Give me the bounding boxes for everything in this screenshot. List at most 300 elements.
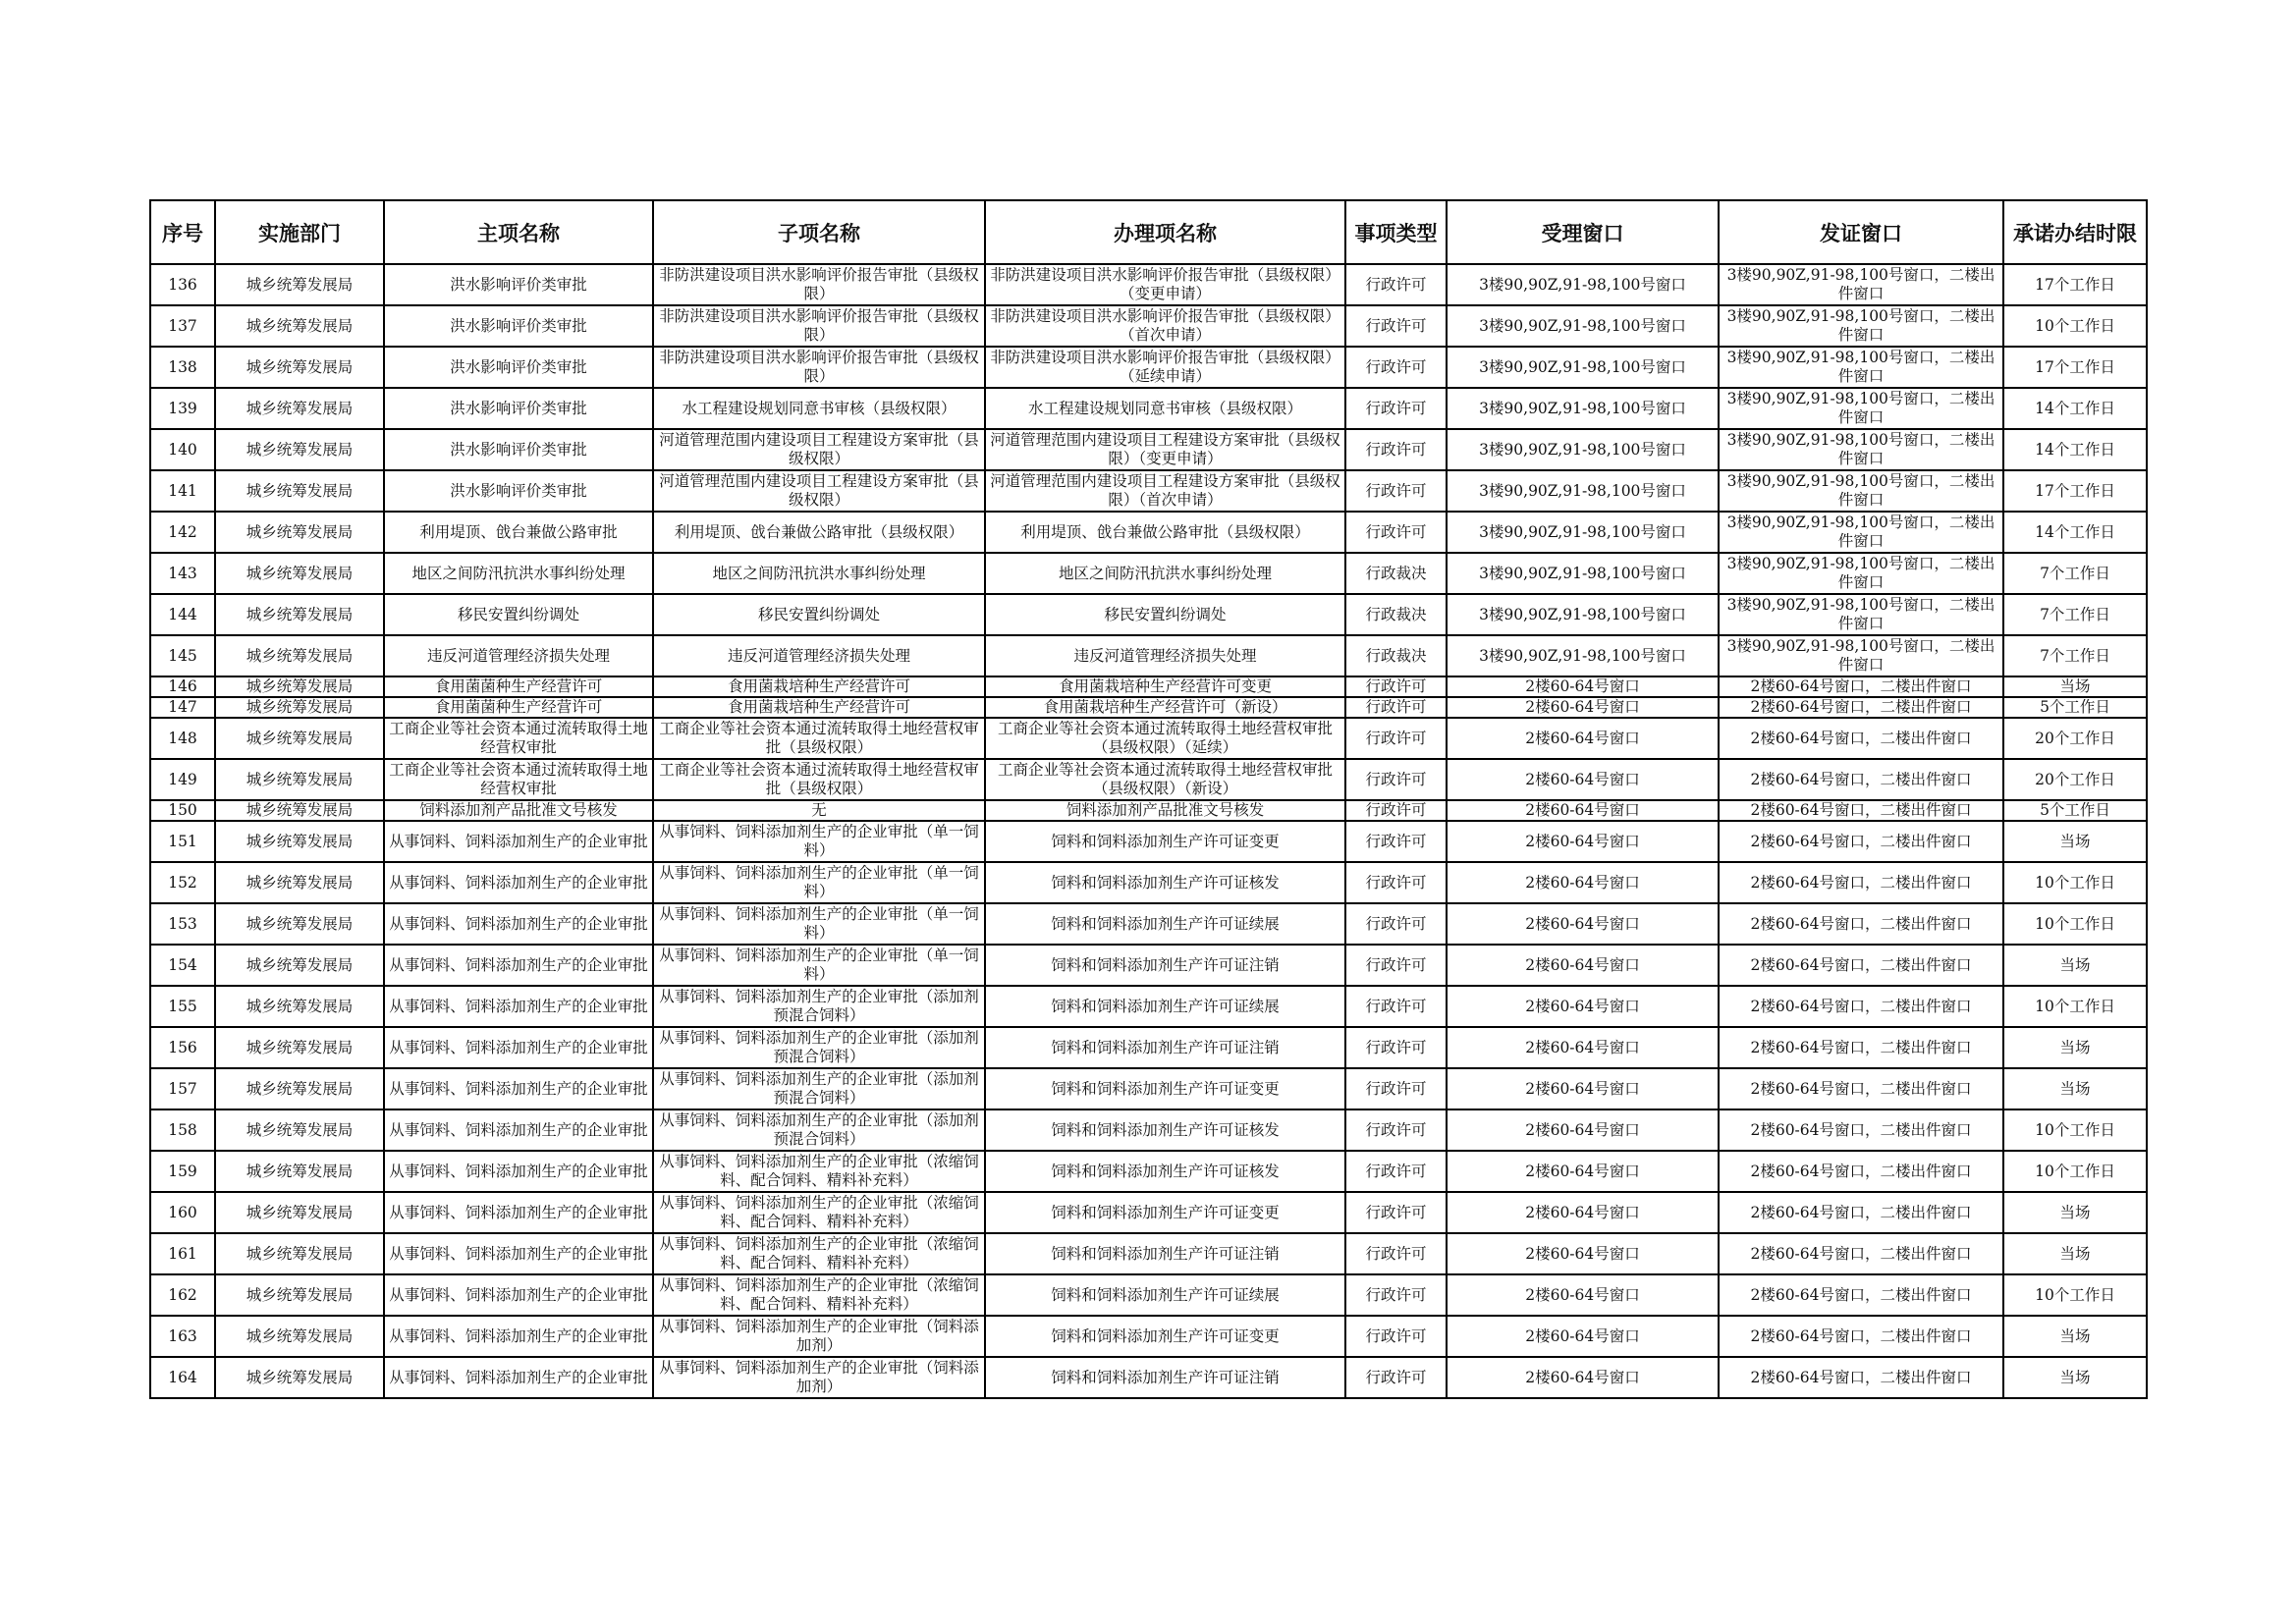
cell-sub-item: 利用堤顶、戗台兼做公路审批（县级权限）: [653, 512, 985, 553]
cell-sub-item: 从事饲料、饲料添加剂生产的企业审批（浓缩饲料、配合饲料、精料补充料）: [653, 1233, 985, 1274]
cell-accept-window: 3楼90,90Z,91-98,100号窗口: [1447, 264, 1719, 305]
cell-handling-item: 非防洪建设项目洪水影响评价报告审批（县级权限）（变更申请）: [985, 264, 1345, 305]
table-row: [150, 388, 2147, 429]
cell-sub-item: 无: [653, 800, 985, 821]
header-main-item: 主项名称: [384, 200, 653, 264]
cell-main-item: 从事饲料、饲料添加剂生产的企业审批: [384, 1233, 653, 1274]
cell-issue-window: 3楼90,90Z,91-98,100号窗口，二楼出件窗口: [1719, 594, 2003, 635]
cell-main-item: 从事饲料、饲料添加剂生产的企业审批: [384, 862, 653, 903]
cell-type: 行政许可: [1345, 512, 1447, 553]
cell-dept: 城乡统筹发展局: [215, 429, 384, 470]
cell-type: 行政许可: [1345, 1068, 1447, 1109]
cell-dept: 城乡统筹发展局: [215, 264, 384, 305]
table-row: [150, 1274, 2147, 1316]
cell-type: 行政裁决: [1345, 594, 1447, 635]
cell-handling-item: 饲料和饲料添加剂生产许可证注销: [985, 1233, 1345, 1274]
cell-handling-item: 饲料和饲料添加剂生产许可证核发: [985, 1109, 1345, 1151]
cell-main-item: 从事饲料、饲料添加剂生产的企业审批: [384, 1151, 653, 1192]
cell-accept-window: 3楼90,90Z,91-98,100号窗口: [1447, 305, 1719, 347]
cell-time-limit: 当场: [2003, 1233, 2147, 1274]
cell-type: 行政许可: [1345, 388, 1447, 429]
cell-dept: 城乡统筹发展局: [215, 986, 384, 1027]
table-row: [150, 1192, 2147, 1233]
header-dept: 实施部门: [215, 200, 384, 264]
cell-main-item: 食用菌菌种生产经营许可: [384, 697, 653, 718]
cell-handling-item: 河道管理范围内建设项目工程建设方案审批（县级权限）（变更申请）: [985, 429, 1345, 470]
cell-sub-item: 河道管理范围内建设项目工程建设方案审批（县级权限）: [653, 470, 985, 512]
cell-dept: 城乡统筹发展局: [215, 1068, 384, 1109]
cell-accept-window: 3楼90,90Z,91-98,100号窗口: [1447, 594, 1719, 635]
cell-main-item: 利用堤顶、戗台兼做公路审批: [384, 512, 653, 553]
cell-accept-window: 3楼90,90Z,91-98,100号窗口: [1447, 553, 1719, 594]
cell-sub-item: 食用菌栽培种生产经营许可: [653, 697, 985, 718]
cell-issue-window: 2楼60-64号窗口，二楼出件窗口: [1719, 821, 2003, 862]
cell-dept: 城乡统筹发展局: [215, 1274, 384, 1316]
cell-sub-item: 从事饲料、饲料添加剂生产的企业审批（单一饲料）: [653, 903, 985, 945]
table-row: [150, 594, 2147, 635]
cell-type: 行政许可: [1345, 1109, 1447, 1151]
cell-type: 行政许可: [1345, 1151, 1447, 1192]
cell-dept: 城乡统筹发展局: [215, 1357, 384, 1398]
cell-issue-window: 2楼60-64号窗口，二楼出件窗口: [1719, 1109, 2003, 1151]
cell-accept-window: 2楼60-64号窗口: [1447, 821, 1719, 862]
cell-main-item: 洪水影响评价类审批: [384, 470, 653, 512]
cell-issue-window: 2楼60-64号窗口，二楼出件窗口: [1719, 800, 2003, 821]
cell-dept: 城乡统筹发展局: [215, 759, 384, 800]
cell-handling-item: 水工程建设规划同意书审核（县级权限）: [985, 388, 1345, 429]
cell-no: 161: [150, 1233, 215, 1274]
cell-accept-window: 2楼60-64号窗口: [1447, 718, 1719, 759]
cell-accept-window: 3楼90,90Z,91-98,100号窗口: [1447, 635, 1719, 676]
cell-accept-window: 2楼60-64号窗口: [1447, 1109, 1719, 1151]
cell-handling-item: 饲料和饲料添加剂生产许可证变更: [985, 1192, 1345, 1233]
cell-accept-window: 3楼90,90Z,91-98,100号窗口: [1447, 347, 1719, 388]
cell-main-item: 洪水影响评价类审批: [384, 264, 653, 305]
cell-accept-window: 2楼60-64号窗口: [1447, 1027, 1719, 1068]
cell-time-limit: 7个工作日: [2003, 635, 2147, 676]
cell-handling-item: 饲料和饲料添加剂生产许可证核发: [985, 862, 1345, 903]
cell-handling-item: 饲料和饲料添加剂生产许可证核发: [985, 1151, 1345, 1192]
cell-sub-item: 从事饲料、饲料添加剂生产的企业审批（单一饲料）: [653, 945, 985, 986]
cell-handling-item: 饲料和饲料添加剂生产许可证注销: [985, 1357, 1345, 1398]
cell-accept-window: 2楼60-64号窗口: [1447, 1316, 1719, 1357]
cell-handling-item: 饲料和饲料添加剂生产许可证注销: [985, 1027, 1345, 1068]
cell-time-limit: 10个工作日: [2003, 1274, 2147, 1316]
cell-issue-window: 3楼90,90Z,91-98,100号窗口，二楼出件窗口: [1719, 553, 2003, 594]
table-row: [150, 986, 2147, 1027]
cell-time-limit: 当场: [2003, 1192, 2147, 1233]
cell-dept: 城乡统筹发展局: [215, 903, 384, 945]
cell-no: 148: [150, 718, 215, 759]
header-handling-item: 办理项名称: [985, 200, 1345, 264]
cell-main-item: 洪水影响评价类审批: [384, 429, 653, 470]
cell-dept: 城乡统筹发展局: [215, 1109, 384, 1151]
cell-sub-item: 从事饲料、饲料添加剂生产的企业审批（浓缩饲料、配合饲料、精料补充料）: [653, 1151, 985, 1192]
cell-issue-window: 2楼60-64号窗口，二楼出件窗口: [1719, 986, 2003, 1027]
cell-no: 136: [150, 264, 215, 305]
cell-time-limit: 当场: [2003, 945, 2147, 986]
cell-accept-window: 2楼60-64号窗口: [1447, 1151, 1719, 1192]
cell-no: 151: [150, 821, 215, 862]
cell-main-item: 从事饲料、饲料添加剂生产的企业审批: [384, 1068, 653, 1109]
table-row: [150, 862, 2147, 903]
cell-issue-window: 2楼60-64号窗口，二楼出件窗口: [1719, 697, 2003, 718]
cell-no: 164: [150, 1357, 215, 1398]
table-row: [150, 305, 2147, 347]
cell-time-limit: 20个工作日: [2003, 759, 2147, 800]
table-row: [150, 800, 2147, 821]
table-row: [150, 903, 2147, 945]
cell-sub-item: 从事饲料、饲料添加剂生产的企业审批（单一饲料）: [653, 862, 985, 903]
cell-type: 行政许可: [1345, 264, 1447, 305]
cell-type: 行政许可: [1345, 1233, 1447, 1274]
cell-type: 行政许可: [1345, 697, 1447, 718]
cell-main-item: 从事饲料、饲料添加剂生产的企业审批: [384, 1109, 653, 1151]
table-row: [150, 347, 2147, 388]
cell-issue-window: 2楼60-64号窗口，二楼出件窗口: [1719, 676, 2003, 697]
table-row: [150, 1233, 2147, 1274]
cell-type: 行政许可: [1345, 718, 1447, 759]
cell-dept: 城乡统筹发展局: [215, 553, 384, 594]
cell-issue-window: 2楼60-64号窗口，二楼出件窗口: [1719, 1274, 2003, 1316]
cell-type: 行政许可: [1345, 821, 1447, 862]
cell-dept: 城乡统筹发展局: [215, 1151, 384, 1192]
cell-no: 142: [150, 512, 215, 553]
cell-no: 137: [150, 305, 215, 347]
cell-type: 行政许可: [1345, 1192, 1447, 1233]
cell-dept: 城乡统筹发展局: [215, 347, 384, 388]
cell-sub-item: 工商企业等社会资本通过流转取得土地经营权审批（县级权限）: [653, 759, 985, 800]
header-sub-item: 子项名称: [653, 200, 985, 264]
cell-dept: 城乡统筹发展局: [215, 512, 384, 553]
cell-sub-item: 工商企业等社会资本通过流转取得土地经营权审批（县级权限）: [653, 718, 985, 759]
cell-sub-item: 食用菌栽培种生产经营许可: [653, 676, 985, 697]
cell-time-limit: 17个工作日: [2003, 264, 2147, 305]
cell-no: 149: [150, 759, 215, 800]
cell-time-limit: 14个工作日: [2003, 512, 2147, 553]
cell-sub-item: 非防洪建设项目洪水影响评价报告审批（县级权限）: [653, 347, 985, 388]
table-row: [150, 553, 2147, 594]
cell-issue-window: 2楼60-64号窗口，二楼出件窗口: [1719, 1027, 2003, 1068]
cell-main-item: 洪水影响评价类审批: [384, 388, 653, 429]
cell-no: 157: [150, 1068, 215, 1109]
cell-handling-item: 饲料和饲料添加剂生产许可证变更: [985, 821, 1345, 862]
cell-type: 行政许可: [1345, 305, 1447, 347]
cell-issue-window: 2楼60-64号窗口，二楼出件窗口: [1719, 759, 2003, 800]
cell-time-limit: 当场: [2003, 821, 2147, 862]
header-issue-window: 发证窗口: [1719, 200, 2003, 264]
header-type: 事项类型: [1345, 200, 1447, 264]
cell-dept: 城乡统筹发展局: [215, 1027, 384, 1068]
cell-sub-item: 违反河道管理经济损失处理: [653, 635, 985, 676]
cell-issue-window: 2楼60-64号窗口，二楼出件窗口: [1719, 1316, 2003, 1357]
cell-issue-window: 2楼60-64号窗口，二楼出件窗口: [1719, 945, 2003, 986]
header-row: [150, 200, 2147, 264]
header-time-limit: 承诺办结时限: [2003, 200, 2147, 264]
cell-accept-window: 2楼60-64号窗口: [1447, 986, 1719, 1027]
cell-dept: 城乡统筹发展局: [215, 676, 384, 697]
cell-dept: 城乡统筹发展局: [215, 800, 384, 821]
cell-accept-window: 3楼90,90Z,91-98,100号窗口: [1447, 470, 1719, 512]
table-row: [150, 1151, 2147, 1192]
cell-handling-item: 饲料添加剂产品批准文号核发: [985, 800, 1345, 821]
cell-accept-window: 2楼60-64号窗口: [1447, 1357, 1719, 1398]
cell-main-item: 违反河道管理经济损失处理: [384, 635, 653, 676]
cell-issue-window: 3楼90,90Z,91-98,100号窗口，二楼出件窗口: [1719, 635, 2003, 676]
cell-main-item: 地区之间防汛抗洪水事纠纷处理: [384, 553, 653, 594]
cell-main-item: 洪水影响评价类审批: [384, 347, 653, 388]
cell-time-limit: 当场: [2003, 1068, 2147, 1109]
cell-issue-window: 3楼90,90Z,91-98,100号窗口，二楼出件窗口: [1719, 512, 2003, 553]
service-items-table: [149, 199, 2148, 1399]
cell-issue-window: 3楼90,90Z,91-98,100号窗口，二楼出件窗口: [1719, 388, 2003, 429]
cell-accept-window: 2楼60-64号窗口: [1447, 862, 1719, 903]
cell-type: 行政裁决: [1345, 553, 1447, 594]
cell-no: 156: [150, 1027, 215, 1068]
table-row: [150, 635, 2147, 676]
header-no: 序号: [150, 200, 215, 264]
cell-issue-window: 3楼90,90Z,91-98,100号窗口，二楼出件窗口: [1719, 305, 2003, 347]
cell-accept-window: 3楼90,90Z,91-98,100号窗口: [1447, 512, 1719, 553]
cell-sub-item: 河道管理范围内建设项目工程建设方案审批（县级权限）: [653, 429, 985, 470]
table-body: [150, 264, 2147, 1398]
cell-dept: 城乡统筹发展局: [215, 305, 384, 347]
cell-dept: 城乡统筹发展局: [215, 470, 384, 512]
cell-type: 行政许可: [1345, 986, 1447, 1027]
cell-issue-window: 3楼90,90Z,91-98,100号窗口，二楼出件窗口: [1719, 470, 2003, 512]
cell-issue-window: 3楼90,90Z,91-98,100号窗口，二楼出件窗口: [1719, 429, 2003, 470]
cell-handling-item: 食用菌栽培种生产经营许可变更: [985, 676, 1345, 697]
cell-handling-item: 饲料和饲料添加剂生产许可证续展: [985, 986, 1345, 1027]
cell-issue-window: 2楼60-64号窗口，二楼出件窗口: [1719, 1068, 2003, 1109]
cell-accept-window: 2楼60-64号窗口: [1447, 1192, 1719, 1233]
cell-handling-item: 饲料和饲料添加剂生产许可证续展: [985, 1274, 1345, 1316]
table-row: [150, 759, 2147, 800]
cell-time-limit: 10个工作日: [2003, 862, 2147, 903]
table-row: [150, 1027, 2147, 1068]
cell-sub-item: 从事饲料、饲料添加剂生产的企业审批（添加剂预混合饲料）: [653, 1027, 985, 1068]
cell-time-limit: 当场: [2003, 1027, 2147, 1068]
cell-no: 147: [150, 697, 215, 718]
cell-sub-item: 从事饲料、饲料添加剂生产的企业审批（添加剂预混合饲料）: [653, 1068, 985, 1109]
cell-time-limit: 10个工作日: [2003, 986, 2147, 1027]
cell-main-item: 从事饲料、饲料添加剂生产的企业审批: [384, 1274, 653, 1316]
cell-issue-window: 2楼60-64号窗口，二楼出件窗口: [1719, 1233, 2003, 1274]
cell-type: 行政裁决: [1345, 635, 1447, 676]
cell-time-limit: 5个工作日: [2003, 697, 2147, 718]
table-row: [150, 821, 2147, 862]
cell-no: 152: [150, 862, 215, 903]
cell-issue-window: 2楼60-64号窗口，二楼出件窗口: [1719, 862, 2003, 903]
cell-time-limit: 10个工作日: [2003, 1109, 2147, 1151]
cell-sub-item: 从事饲料、饲料添加剂生产的企业审批（饲料添加剂）: [653, 1357, 985, 1398]
cell-time-limit: 14个工作日: [2003, 388, 2147, 429]
table-row: [150, 264, 2147, 305]
cell-time-limit: 17个工作日: [2003, 347, 2147, 388]
cell-dept: 城乡统筹发展局: [215, 697, 384, 718]
table-row: [150, 676, 2147, 697]
cell-time-limit: 当场: [2003, 1357, 2147, 1398]
cell-handling-item: 饲料和饲料添加剂生产许可证变更: [985, 1068, 1345, 1109]
cell-no: 139: [150, 388, 215, 429]
table-row: [150, 1357, 2147, 1398]
cell-main-item: 移民安置纠纷调处: [384, 594, 653, 635]
cell-issue-window: 2楼60-64号窗口，二楼出件窗口: [1719, 1357, 2003, 1398]
cell-type: 行政许可: [1345, 1316, 1447, 1357]
cell-accept-window: 2楼60-64号窗口: [1447, 1274, 1719, 1316]
cell-main-item: 从事饲料、饲料添加剂生产的企业审批: [384, 945, 653, 986]
cell-time-limit: 20个工作日: [2003, 718, 2147, 759]
cell-main-item: 从事饲料、饲料添加剂生产的企业审批: [384, 821, 653, 862]
cell-handling-item: 非防洪建设项目洪水影响评价报告审批（县级权限）（延续申请）: [985, 347, 1345, 388]
cell-accept-window: 2楼60-64号窗口: [1447, 697, 1719, 718]
cell-type: 行政许可: [1345, 429, 1447, 470]
cell-dept: 城乡统筹发展局: [215, 1192, 384, 1233]
cell-issue-window: 2楼60-64号窗口，二楼出件窗口: [1719, 1192, 2003, 1233]
cell-type: 行政许可: [1345, 1357, 1447, 1398]
cell-type: 行政许可: [1345, 676, 1447, 697]
cell-type: 行政许可: [1345, 800, 1447, 821]
cell-time-limit: 当场: [2003, 1316, 2147, 1357]
cell-sub-item: 从事饲料、饲料添加剂生产的企业审批（单一饲料）: [653, 821, 985, 862]
table-row: [150, 512, 2147, 553]
cell-no: 163: [150, 1316, 215, 1357]
cell-no: 146: [150, 676, 215, 697]
cell-time-limit: 14个工作日: [2003, 429, 2147, 470]
cell-no: 155: [150, 986, 215, 1027]
cell-type: 行政许可: [1345, 1274, 1447, 1316]
cell-sub-item: 从事饲料、饲料添加剂生产的企业审批（添加剂预混合饲料）: [653, 986, 985, 1027]
cell-type: 行政许可: [1345, 862, 1447, 903]
cell-issue-window: 2楼60-64号窗口，二楼出件窗口: [1719, 718, 2003, 759]
cell-dept: 城乡统筹发展局: [215, 1233, 384, 1274]
cell-main-item: 工商企业等社会资本通过流转取得土地经营权审批: [384, 759, 653, 800]
cell-no: 159: [150, 1151, 215, 1192]
cell-main-item: 从事饲料、饲料添加剂生产的企业审批: [384, 903, 653, 945]
table-row: [150, 1316, 2147, 1357]
cell-time-limit: 10个工作日: [2003, 903, 2147, 945]
cell-accept-window: 3楼90,90Z,91-98,100号窗口: [1447, 388, 1719, 429]
cell-no: 153: [150, 903, 215, 945]
cell-main-item: 从事饲料、饲料添加剂生产的企业审批: [384, 1192, 653, 1233]
cell-handling-item: 饲料和饲料添加剂生产许可证变更: [985, 1316, 1345, 1357]
cell-main-item: 从事饲料、饲料添加剂生产的企业审批: [384, 1027, 653, 1068]
cell-sub-item: 从事饲料、饲料添加剂生产的企业审批（饲料添加剂）: [653, 1316, 985, 1357]
cell-handling-item: 饲料和饲料添加剂生产许可证注销: [985, 945, 1345, 986]
cell-handling-item: 饲料和饲料添加剂生产许可证续展: [985, 903, 1345, 945]
cell-time-limit: 17个工作日: [2003, 470, 2147, 512]
cell-main-item: 从事饲料、饲料添加剂生产的企业审批: [384, 986, 653, 1027]
cell-accept-window: 3楼90,90Z,91-98,100号窗口: [1447, 429, 1719, 470]
cell-handling-item: 非防洪建设项目洪水影响评价报告审批（县级权限）（首次申请）: [985, 305, 1345, 347]
cell-handling-item: 地区之间防汛抗洪水事纠纷处理: [985, 553, 1345, 594]
cell-handling-item: 食用菌栽培种生产经营许可（新设）: [985, 697, 1345, 718]
cell-no: 141: [150, 470, 215, 512]
cell-accept-window: 2楼60-64号窗口: [1447, 903, 1719, 945]
cell-main-item: 食用菌菌种生产经营许可: [384, 676, 653, 697]
cell-dept: 城乡统筹发展局: [215, 718, 384, 759]
header-accept-window: 受理窗口: [1447, 200, 1719, 264]
cell-no: 140: [150, 429, 215, 470]
cell-dept: 城乡统筹发展局: [215, 635, 384, 676]
cell-accept-window: 2楼60-64号窗口: [1447, 800, 1719, 821]
cell-main-item: 从事饲料、饲料添加剂生产的企业审批: [384, 1357, 653, 1398]
cell-time-limit: 5个工作日: [2003, 800, 2147, 821]
cell-main-item: 饲料添加剂产品批准文号核发: [384, 800, 653, 821]
cell-type: 行政许可: [1345, 1027, 1447, 1068]
cell-handling-item: 工商企业等社会资本通过流转取得土地经营权审批（县级权限）（延续）: [985, 718, 1345, 759]
cell-sub-item: 非防洪建设项目洪水影响评价报告审批（县级权限）: [653, 305, 985, 347]
cell-time-limit: 7个工作日: [2003, 594, 2147, 635]
cell-handling-item: 违反河道管理经济损失处理: [985, 635, 1345, 676]
cell-main-item: 洪水影响评价类审批: [384, 305, 653, 347]
cell-time-limit: 当场: [2003, 676, 2147, 697]
cell-sub-item: 水工程建设规划同意书审核（县级权限）: [653, 388, 985, 429]
cell-sub-item: 从事饲料、饲料添加剂生产的企业审批（添加剂预混合饲料）: [653, 1109, 985, 1151]
cell-issue-window: 2楼60-64号窗口，二楼出件窗口: [1719, 1151, 2003, 1192]
cell-dept: 城乡统筹发展局: [215, 594, 384, 635]
cell-type: 行政许可: [1345, 903, 1447, 945]
cell-no: 138: [150, 347, 215, 388]
table-row: [150, 429, 2147, 470]
cell-no: 162: [150, 1274, 215, 1316]
cell-issue-window: 2楼60-64号窗口，二楼出件窗口: [1719, 903, 2003, 945]
cell-dept: 城乡统筹发展局: [215, 862, 384, 903]
cell-no: 143: [150, 553, 215, 594]
table-row: [150, 1068, 2147, 1109]
cell-main-item: 从事饲料、饲料添加剂生产的企业审批: [384, 1316, 653, 1357]
cell-handling-item: 河道管理范围内建设项目工程建设方案审批（县级权限）（首次申请）: [985, 470, 1345, 512]
cell-sub-item: 从事饲料、饲料添加剂生产的企业审批（浓缩饲料、配合饲料、精料补充料）: [653, 1192, 985, 1233]
cell-handling-item: 工商企业等社会资本通过流转取得土地经营权审批（县级权限）（新设）: [985, 759, 1345, 800]
cell-accept-window: 2楼60-64号窗口: [1447, 1233, 1719, 1274]
cell-handling-item: 移民安置纠纷调处: [985, 594, 1345, 635]
cell-dept: 城乡统筹发展局: [215, 388, 384, 429]
cell-issue-window: 3楼90,90Z,91-98,100号窗口，二楼出件窗口: [1719, 264, 2003, 305]
cell-no: 150: [150, 800, 215, 821]
cell-type: 行政许可: [1345, 759, 1447, 800]
cell-no: 145: [150, 635, 215, 676]
cell-accept-window: 2楼60-64号窗口: [1447, 759, 1719, 800]
cell-type: 行政许可: [1345, 470, 1447, 512]
cell-no: 154: [150, 945, 215, 986]
cell-time-limit: 10个工作日: [2003, 305, 2147, 347]
cell-dept: 城乡统筹发展局: [215, 821, 384, 862]
cell-no: 144: [150, 594, 215, 635]
cell-no: 158: [150, 1109, 215, 1151]
table-row: [150, 718, 2147, 759]
cell-sub-item: 非防洪建设项目洪水影响评价报告审批（县级权限）: [653, 264, 985, 305]
cell-no: 160: [150, 1192, 215, 1233]
cell-sub-item: 从事饲料、饲料添加剂生产的企业审批（浓缩饲料、配合饲料、精料补充料）: [653, 1274, 985, 1316]
cell-sub-item: 移民安置纠纷调处: [653, 594, 985, 635]
cell-accept-window: 2楼60-64号窗口: [1447, 1068, 1719, 1109]
cell-handling-item: 利用堤顶、戗台兼做公路审批（县级权限）: [985, 512, 1345, 553]
cell-issue-window: 3楼90,90Z,91-98,100号窗口，二楼出件窗口: [1719, 347, 2003, 388]
table-row: [150, 470, 2147, 512]
cell-dept: 城乡统筹发展局: [215, 1316, 384, 1357]
cell-time-limit: 7个工作日: [2003, 553, 2147, 594]
cell-time-limit: 10个工作日: [2003, 1151, 2147, 1192]
table-row: [150, 1109, 2147, 1151]
cell-type: 行政许可: [1345, 945, 1447, 986]
cell-sub-item: 地区之间防汛抗洪水事纠纷处理: [653, 553, 985, 594]
table-row: [150, 945, 2147, 986]
cell-type: 行政许可: [1345, 347, 1447, 388]
cell-dept: 城乡统筹发展局: [215, 945, 384, 986]
cell-accept-window: 2楼60-64号窗口: [1447, 676, 1719, 697]
cell-main-item: 工商企业等社会资本通过流转取得土地经营权审批: [384, 718, 653, 759]
